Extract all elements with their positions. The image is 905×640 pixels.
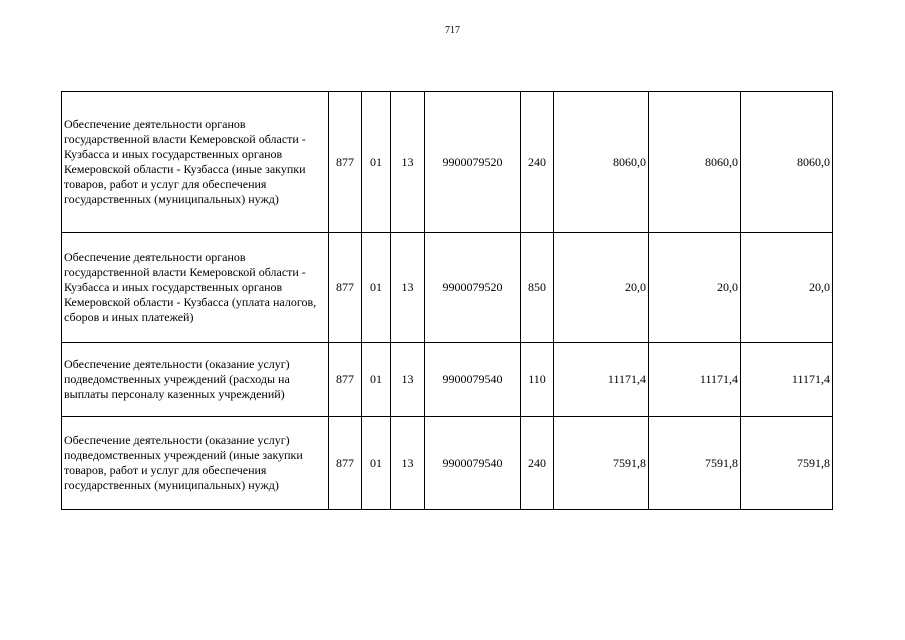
section-code: 01 — [362, 92, 391, 233]
section-code: 01 — [362, 233, 391, 343]
subsection-code: 13 — [391, 92, 425, 233]
target-article-code: 9900079520 — [425, 233, 521, 343]
amount-year-3: 11171,4 — [741, 343, 833, 417]
table-row — [62, 343, 833, 417]
amount-year-3: 7591,8 — [741, 417, 833, 510]
ministry-code: 877 — [329, 417, 362, 510]
expense-type-code: 240 — [521, 417, 554, 510]
amount-year-1: 11171,4 — [554, 343, 649, 417]
amount-year-2: 20,0 — [649, 233, 741, 343]
ministry-code: 877 — [329, 343, 362, 417]
row-description: Обеспечение деятельности (оказание услуг) подведомственных учреждений (иные закупки товаров, работ и услуг для обеспечения государственных (муниципальных) нужд) — [62, 417, 329, 510]
amount-year-3: 20,0 — [741, 233, 833, 343]
expense-type-code: 110 — [521, 343, 554, 417]
expense-type-code: 240 — [521, 92, 554, 233]
amount-year-2: 11171,4 — [649, 343, 741, 417]
subsection-code: 13 — [391, 343, 425, 417]
amount-year-2: 7591,8 — [649, 417, 741, 510]
page-number: 717 — [445, 25, 460, 36]
table-row — [62, 233, 833, 343]
row-description: Обеспечение деятельности органов государственной власти Кемеровской области - Кузбасса и иных государственных органов Кемеровской области - Кузбасса (иные закупки товаров, работ и услуг для обеспечения государственных (муниципальных) нужд) — [62, 92, 329, 233]
row-description: Обеспечение деятельности органов государственной власти Кемеровской области - Кузбасса и иных государственных органов Кемеровской области - Кузбасса (уплата налогов, сборов и иных платежей) — [62, 233, 329, 343]
ministry-code: 877 — [329, 233, 362, 343]
amount-year-3: 8060,0 — [741, 92, 833, 233]
expense-type-code: 850 — [521, 233, 554, 343]
subsection-code: 13 — [391, 233, 425, 343]
target-article-code: 9900079540 — [425, 343, 521, 417]
amount-year-1: 20,0 — [554, 233, 649, 343]
table-row — [62, 417, 833, 510]
target-article-code: 9900079520 — [425, 92, 521, 233]
target-article-code: 9900079540 — [425, 417, 521, 510]
budget-table — [61, 91, 833, 510]
amount-year-1: 8060,0 — [554, 92, 649, 233]
table-row — [62, 92, 833, 233]
amount-year-2: 8060,0 — [649, 92, 741, 233]
ministry-code: 877 — [329, 92, 362, 233]
section-code: 01 — [362, 343, 391, 417]
row-description: Обеспечение деятельности (оказание услуг) подведомственных учреждений (расходы на выплаты персоналу казенных учреждений) — [62, 343, 329, 417]
amount-year-1: 7591,8 — [554, 417, 649, 510]
subsection-code: 13 — [391, 417, 425, 510]
section-code: 01 — [362, 417, 391, 510]
